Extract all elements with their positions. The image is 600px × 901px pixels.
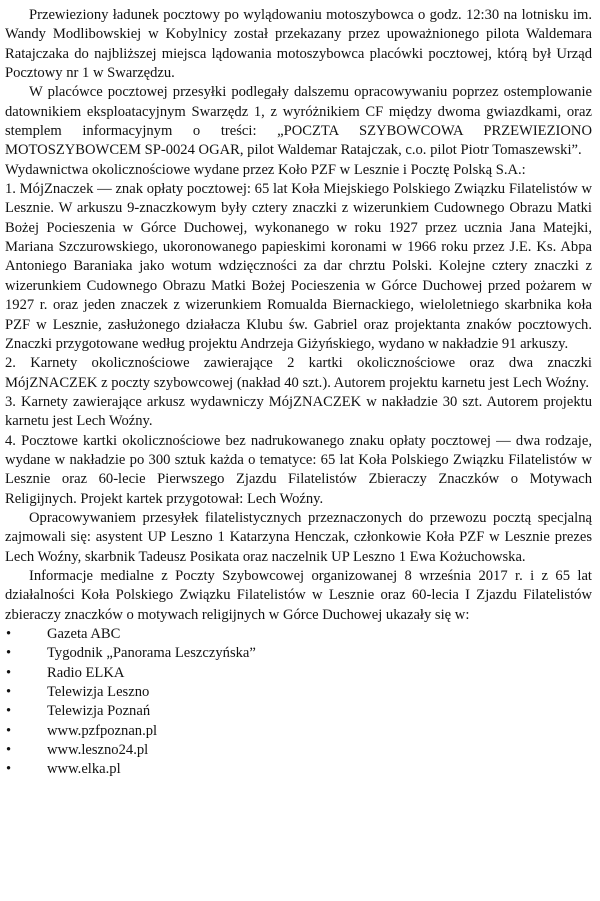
list-item [5, 722, 592, 741]
list-item-text: Gazeta ABC [47, 626, 121, 642]
bullet-icon: • [6, 742, 12, 759]
paragraph-cargo-transfer: Przewieziony ładunek pocztowy po wylądowaniu motoszybowca o godz. 12:30 na lotnisku im. Wandy Modlibowskiej w Kobylnicy został przekazany przez upoważnionego pilota Waldemara Ratajczaka do najbliższej miejsca lądowania motoszybowca placówki pocztowej, którą był Urząd Pocztowy nr 1 w Swarzędzu. [5, 7, 592, 82]
list-item-text: Telewizja Poznań [47, 703, 151, 720]
paragraph-media-intro: Informacje medialne z Poczty Szybowcowej organizowanej 8 września 2017 r. i z 65 lat działalności Koła Polskiego Związku Filatelistów w Lesznie oraz 60-lecia I Zjazdu Filatelistów zbieraczy znaczków o motywach religijnych w Górce Duchowej ukazały się w: [5, 567, 592, 623]
paragraph-item-3-karnety-arkusz: 3. Karnety zawierające arkusz wydawniczy MójZNACZEK w nakładzie 30 szt. Autorem projektu karnetu jest Lech Woźny. [5, 393, 592, 430]
list-item [5, 625, 592, 644]
list-item [5, 702, 592, 721]
paragraph-publications-intro: Wydawnictwa okolicznościowe wydane przez Koło PZF w Lesznie i Pocztę Polską S.A.: [5, 161, 526, 178]
paragraph-item-1-mojznaczek: 1. MójZnaczek — znak opłaty pocztowej: 65 lat Koła Miejskiego Polskiego Związku Filatelistów w Lesznie. W arkuszu 9-znaczkowym były cztery znaczki z wizerunkiem Cudownego Obrazu Matki Bożej Pocieszenia w Górce Duchowej, wykonanego w roku 1927 przez ucznia Jana Matejki, Mariana Szczurowskiego, ukoronowanego papieskimi koronami w 1966 roku przez J.E. Ks. Abpa Antoniego Baraniaka jako wotum wdzięczności za dar chrztu Polski. Kolejne cztery znaczki z wizerunkiem Cudownego Obrazu Matki Bożej Pocieszenia w Górce Duchowej przed pożarem w 1927 r. oraz jeden znaczek z wizerunkiem Romualda Biernackiego, wieloletniego skarbnika koła PZF w Lesznie, zasłużonego działacza Klubu św. Gabriel oraz projektanta znaków pocztowych. Znaczki przygotowane według projektu Andrzeja Giżyńskiego, wydano w nakładzie 91 arkuszy. [5, 181, 592, 352]
bullet-icon: • [6, 722, 12, 739]
list-item [5, 741, 592, 760]
bullet-icon: • [6, 761, 12, 778]
media-list [5, 625, 592, 780]
list-item [5, 664, 592, 683]
bullet-icon: • [6, 684, 12, 701]
paragraph-staff: Opracowywaniem przesyłek filatelistycznych przeznaczonych do przewozu pocztą specjalną zajmowali się: asystent UP Leszno 1 Katarzyna Henczak, członkowie Koła PZF w Lesznie prezes Lech Woźny, skarbnik Tadeusz Posikata oraz naczelnik UP Leszno 1 Ewa Kożuchowska. [5, 509, 592, 565]
bullet-icon: • [6, 626, 12, 642]
list-item [5, 683, 592, 702]
bullet-icon: • [6, 703, 12, 720]
paragraph-postmark: W placówce pocztowej przesyłki podlegały dalszemu opracowywaniu poprzez ostemplowanie datownikiem eksploatacyjnym Swarzędz 1, z wyróżnikiem CF między dwoma gwiazdkami, oraz stemplem informacyjnym o treści: „POCZTA SZYBOWCOWA PRZEWIEZIONO MOTOSZYBOWCEM SP-0024 OGAR, pilot Waldemar Ratajczak, c.o. pilot Piotr Tomaszewski”. [5, 84, 592, 159]
list-item-text: Tygodnik „Panorama Leszczyńska” [47, 645, 256, 662]
list-item [5, 644, 592, 663]
bullet-icon: • [6, 645, 12, 662]
list-item [5, 760, 592, 779]
list-item-text: www.leszno24.pl [47, 742, 149, 759]
paragraph-item-4-kartki: 4. Pocztowe kartki okolicznościowe bez nadrukowanego znaku opłaty pocztowej — dwa rodzaje, wydane w nakładzie po 300 sztuk każda o tematyce: 65 lat Koła Polskiego Związku Filatelistów w Lesznie oraz 60-lecie Pierwszego Zjazdu Filatelistów Zbieraczy Znaczków o Motywach Religijnych. Projekt kartek przygotował: Lech Woźny. [5, 432, 592, 507]
bullet-icon: • [6, 664, 12, 681]
list-item-text: Telewizja Leszno [47, 684, 150, 701]
list-item-text: www.pzfpoznan.pl [47, 722, 158, 739]
list-item-text: Radio ELKA [47, 664, 125, 681]
list-item-text: www.elka.pl [47, 761, 121, 778]
paragraph-item-2-karnety: 2. Karnety okolicznościowe zawierające 2 kartki okolicznościowe oraz dwa znaczki MójZNACZEK z poczty szybowcowej (nakład 40 szt.). Autorem projektu karnetu jest Lech Woźny. [5, 355, 592, 391]
